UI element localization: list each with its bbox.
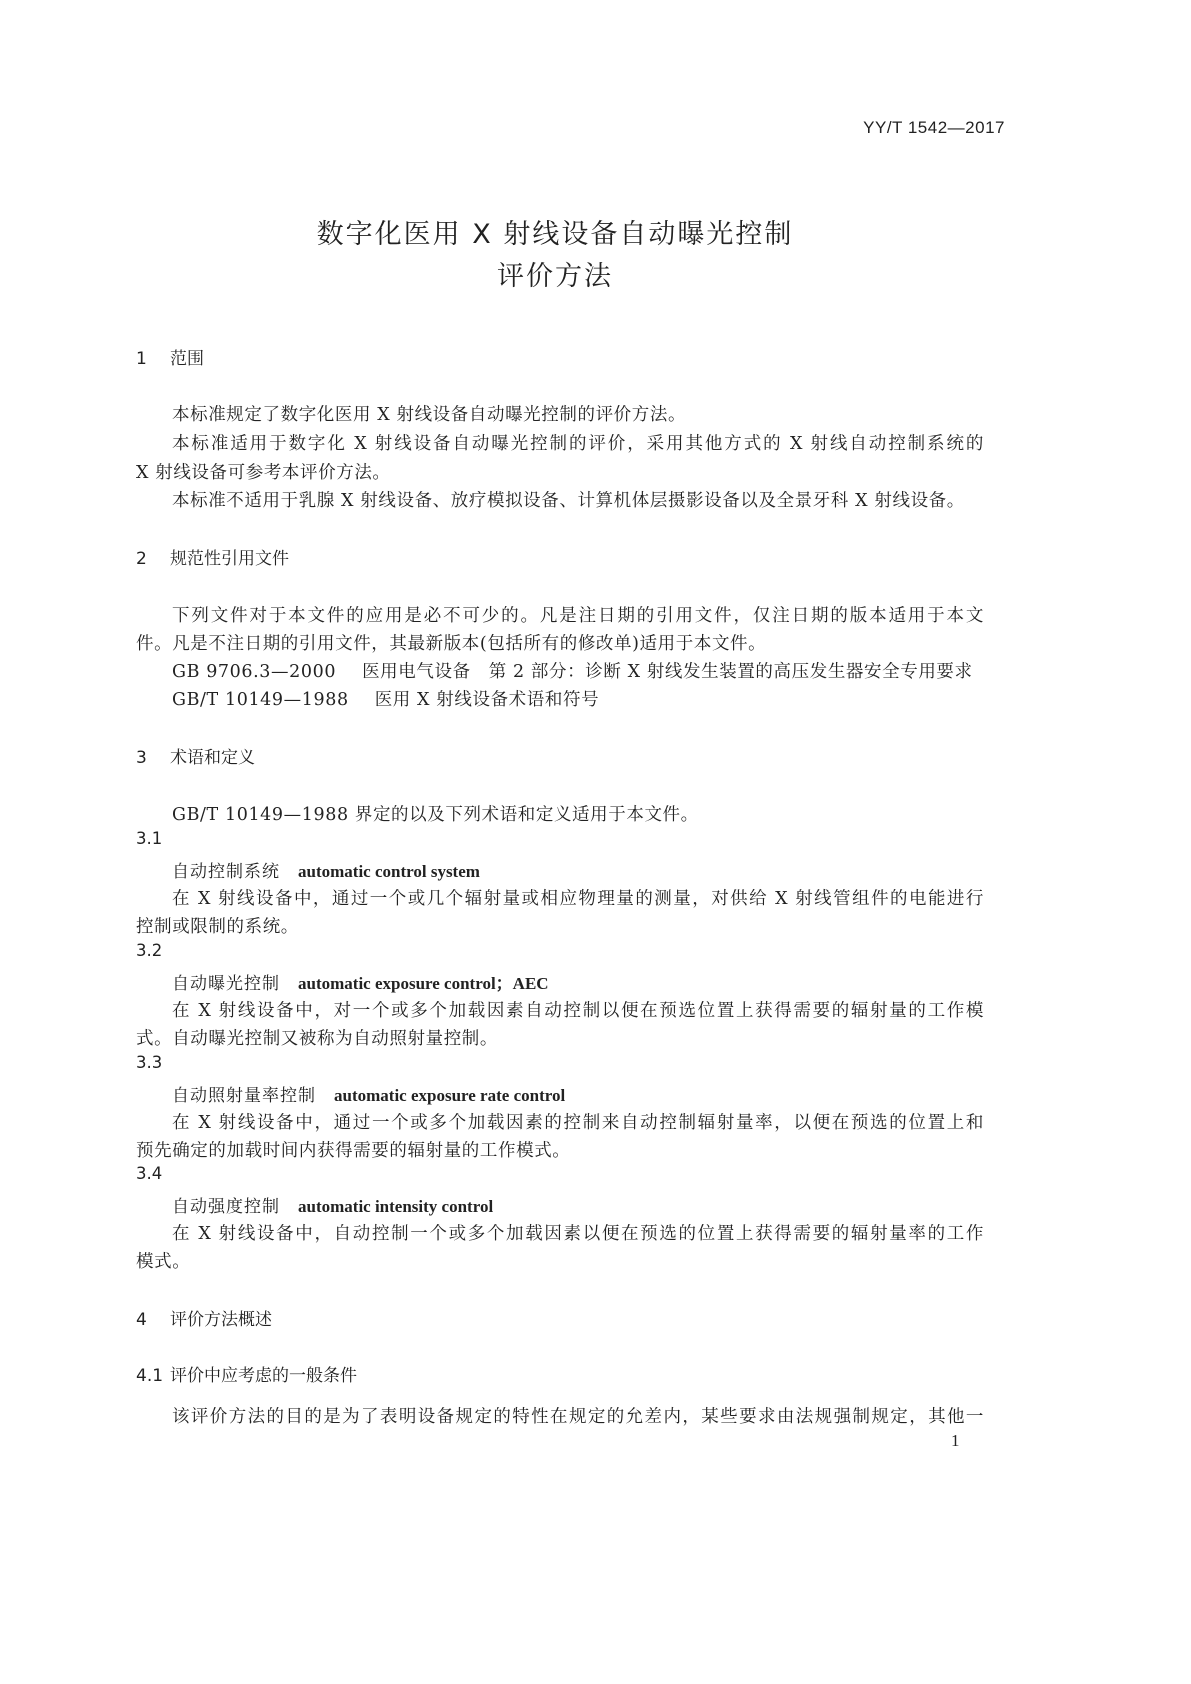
term-definition-line2: 控制或限制的系统。 xyxy=(136,917,299,937)
s1-paragraph-1: 本标准规定了数字化医用 X 射线设备自动曝光控制的评价方法。 xyxy=(172,405,687,425)
term-entry xyxy=(172,857,480,882)
section-title: 规范性引用文件 xyxy=(170,549,289,569)
subsection-4-1-heading xyxy=(136,1361,357,1386)
section-1-heading xyxy=(136,344,204,369)
term-entry xyxy=(172,1081,565,1106)
term-definition-line1: 在 X 射线设备中，通过一个或几个辐射量或相应物理量的测量，对供给 X 射线管组件的电能进行 xyxy=(172,889,984,909)
s1-paragraph-2-line1: 本标准适用于数字化 X 射线设备自动曝光控制的评价，采用其他方式的 X 射线自动控制系统的 xyxy=(172,434,984,454)
term-name-zh: 自动强度控制 xyxy=(172,1197,280,1217)
section-title: 评价方法概述 xyxy=(170,1310,272,1330)
s2-paragraph-1-line1: 下列文件对于本文件的应用是必不可少的。凡是注日期的引用文件，仅注日期的版本适用于本文 xyxy=(172,606,984,626)
s4-1-paragraph-1: 该评价方法的目的是为了表明设备规定的特性在规定的允差内，某些要求由法规强制规定，其他一 xyxy=(172,1407,984,1427)
normative-reference-2 xyxy=(172,686,599,711)
page-number: 1 xyxy=(951,1431,960,1450)
s1-paragraph-3: 本标准不适用于乳腺 X 射线设备、放疗模拟设备、计算机体层摄影设备以及全景牙科 X 射线设备。 xyxy=(172,491,965,511)
subsection-number: 4.1 xyxy=(136,1366,164,1386)
reference-title: 医用电气设备 第 2 部分：诊断 X 射线发生装置的高压发生器安全专用要求 xyxy=(362,662,973,682)
term-definition-line2: 式。自动曝光控制又被称为自动照射量控制。 xyxy=(136,1029,498,1049)
term-name-zh: 自动照射量率控制 xyxy=(172,1086,316,1106)
term-entry xyxy=(172,969,549,994)
term-name-en: automatic exposure rate control xyxy=(334,1086,566,1105)
section-number: 2 xyxy=(136,549,147,569)
document-title-line1: 数字化医用 X 射线设备自动曝光控制 xyxy=(316,219,794,250)
subsection-title: 评价中应考虑的一般条件 xyxy=(170,1366,357,1386)
section-2-heading xyxy=(136,544,289,569)
term-number: 3.1 xyxy=(136,829,163,848)
term-definition-line2: 模式。 xyxy=(136,1252,191,1272)
term-number: 3.3 xyxy=(136,1053,163,1072)
term-name-en: automatic control system xyxy=(298,862,480,881)
term-name-zh: 自动曝光控制 xyxy=(172,974,280,994)
reference-code: GB 9706.3—2000 xyxy=(172,662,337,682)
term-number: 3.2 xyxy=(136,941,163,960)
section-number: 1 xyxy=(136,349,147,369)
term-definition-line2: 预先确定的加载时间内获得需要的辐射量的工作模式。 xyxy=(136,1141,571,1161)
section-3-heading xyxy=(136,743,255,768)
section-number: 3 xyxy=(136,748,147,768)
term-definition-line1: 在 X 射线设备中，自动控制一个或多个加载因素以便在预选的位置上获得需要的辐射量率的工作 xyxy=(172,1224,984,1244)
section-title: 术语和定义 xyxy=(170,748,255,768)
term-name-zh: 自动控制系统 xyxy=(172,862,280,882)
term-name-en: automatic exposure control；AEC xyxy=(298,974,549,993)
normative-reference-1 xyxy=(172,658,973,683)
document-title-line2: 评价方法 xyxy=(497,261,613,292)
s1-paragraph-2-line2: X 射线设备可参考本评价方法。 xyxy=(136,463,391,483)
term-definition-line1: 在 X 射线设备中，对一个或多个加载因素自动控制以便在预选位置上获得需要的辐射量的工作模 xyxy=(172,1001,984,1021)
term-number: 3.4 xyxy=(136,1164,163,1183)
standard-code: YY/T 1542—2017 xyxy=(863,118,1005,137)
section-number: 4 xyxy=(136,1310,147,1330)
section-title: 范围 xyxy=(170,349,204,369)
reference-title: 医用 X 射线设备术语和符号 xyxy=(374,690,600,710)
reference-code: GB/T 10149—1988 xyxy=(172,690,349,710)
section-4-heading xyxy=(136,1305,272,1330)
term-definition-line1: 在 X 射线设备中，通过一个或多个加载因素的控制来自动控制辐射量率，以便在预选的位置上和 xyxy=(172,1113,984,1133)
s3-intro: GB/T 10149—1988 界定的以及下列术语和定义适用于本文件。 xyxy=(172,805,699,825)
s2-paragraph-1-line2: 件。凡是不注日期的引用文件，其最新版本(包括所有的修改单)适用于本文件。 xyxy=(136,634,767,654)
term-name-en: automatic intensity control xyxy=(298,1197,494,1216)
term-entry xyxy=(172,1192,493,1217)
